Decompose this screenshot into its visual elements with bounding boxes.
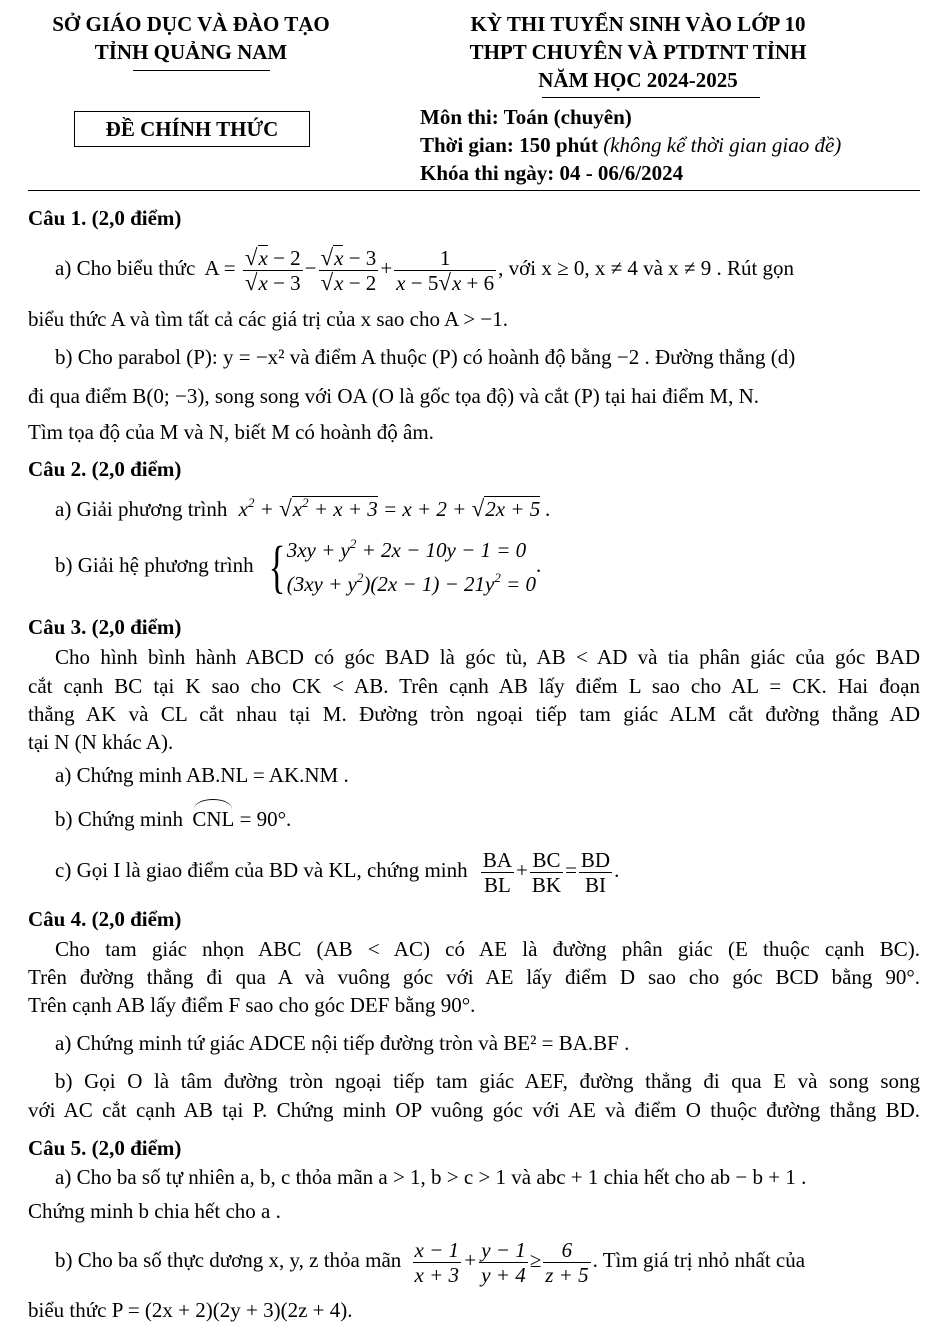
inequality-5b: $\frac{x - 1}{x + 3}$ + $\frac{y - 1}{y + 4}$ ≥ $\frac{6}{z + 5}$ <box>414 1237 589 1287</box>
fraction-3: $\frac{1}{x - 5√x + 6}$ <box>396 245 495 295</box>
question-5b-line2: biểu thức P = (2x + 2)(2y + 3)(2z + 4). <box>28 1298 353 1322</box>
question-1b-line2: đi qua điểm B(0; −3), song song với OA (O là gốc tọa độ) và cắt (P) tại hai điểm M, N. <box>28 384 759 408</box>
question-1b-line3: Tìm tọa độ của M và N, biết M có hoành độ âm. <box>28 420 434 444</box>
question-3-title: Câu 3. (2,0 điểm) <box>28 615 182 639</box>
official-exam-box <box>74 111 310 147</box>
question-5-title: Câu 5. (2,0 điểm) <box>28 1136 182 1160</box>
question-4b-line1: b) Gọi O là tâm đường tròn ngoại tiếp tam giác AEF, đường thẳng đi qua E và song song <box>55 1069 920 1093</box>
question-3-line3: thẳng AK và CL cắt nhau tại M. Đường tròn ngoại tiếp tam giác ALM cắt đường thẳng AD <box>28 702 920 726</box>
official-exam-label: ĐỀ CHÍNH THỨC <box>105 117 279 141</box>
department-name: SỞ GIÁO DỤC VÀ ĐÀO TẠO <box>52 12 330 36</box>
ratio-equation: $\frac{BA}{BL}$ + $\frac{BC}{BK}$ = $\frac{BD}{BI}$ . <box>482 847 620 897</box>
question-1a-condition: , với x ≥ 0, x ≠ 4 và x ≠ 9 . Rút gọn <box>498 256 795 280</box>
question-1a-line <box>28 238 940 298</box>
question-4-line1: Cho tam giác nhọn ABC (AB < AC) có AE là đường phân giác (E thuộc cạnh BC). <box>55 937 920 961</box>
question-4-title: Câu 4. (2,0 điểm) <box>28 907 182 931</box>
question-5b-after: . Tìm giá trị nhỏ nhất của <box>592 1248 806 1272</box>
exam-date: Khóa thi ngày: 04 - 06/6/2024 <box>420 161 684 185</box>
school-year-underline <box>542 97 760 98</box>
equation-system: { $3xy + y^2 + 2x - 10y - 1 = 0$ $(3xy + y^2)(2x - 1) - 21y^2 = 0$ . <box>268 534 542 600</box>
question-4b-line2: với AC cắt cạnh AB tại P. Chứng minh OP vuông góc với AE và điểm O thuộc đường thẳng BD. <box>28 1098 920 1122</box>
question-3c-intro: c) Gọi I là giao điểm của BD và KL, chứng minh <box>55 858 468 882</box>
fraction-1: $\frac{√x - 2}{√x - 3}$ <box>244 244 301 295</box>
question-5b-intro: b) Cho ba số thực dương x, y, z thỏa mãn <box>55 1248 402 1272</box>
time-note: (không kể thời gian giao đề) <box>603 133 842 157</box>
question-2b-line <box>28 530 940 600</box>
question-3a: a) Chứng minh AB.NL = AK.NM . <box>55 763 349 787</box>
question-2a-line <box>28 494 940 524</box>
equation-2a: $x^2 + √x^2 + x + 3 = x + 2 + √2x + 5$ . <box>238 495 551 521</box>
question-2a-intro: a) Giải phương trình <box>55 497 228 521</box>
question-4-line2: Trên đường thẳng đi qua A và vuông góc với AE lấy điểm D sao cho góc BCD bằng 90°. <box>28 965 920 989</box>
time-line <box>420 133 841 158</box>
province-name: TỈNH QUẢNG NAM <box>94 40 288 64</box>
question-4-line3: Trên cạnh AB lấy điểm F sao cho góc DEF bằng 90°. <box>28 993 476 1017</box>
angle-cnl: CNL = 90°. <box>192 807 291 831</box>
question-3-line4: tại N (N khác A). <box>28 730 174 754</box>
question-1-title: Câu 1. (2,0 điểm) <box>28 206 182 230</box>
question-2b-intro: b) Giải hệ phương trình <box>55 553 254 577</box>
time-duration: Thời gian: 150 phút <box>420 133 598 157</box>
question-3b-line <box>28 804 940 834</box>
expression-a: A = $\frac{√x - 2}{√x - 3}$ − $\frac{√x - 3}{√x - 2}$ + $\frac{1}{x - 5√x + 6}$ <box>204 244 495 295</box>
question-1b-line1: b) Cho parabol (P): y = −x² và điểm A thuộc (P) có hoành độ bằng −2 . Đường thẳng (d) <box>55 345 796 369</box>
question-3-line1: Cho hình bình hành ABCD có góc BAD là góc tù, AB < AD và tia phân giác của góc BAD <box>55 645 920 669</box>
question-5a-line1: a) Cho ba số tự nhiên a, b, c thỏa mãn a > 1, b > c > 1 và abc + 1 chia hết cho ab − b + 1 . <box>55 1165 807 1189</box>
header-divider <box>28 190 920 191</box>
question-3c-line <box>28 840 940 900</box>
subject-line: Môn thi: Toán (chuyên) <box>420 105 632 129</box>
question-5a-line2: Chứng minh b chia hết cho a . <box>28 1199 281 1223</box>
fraction-2: $\frac{√x - 3}{√x - 2}$ <box>320 244 377 295</box>
question-4a: a) Chứng minh tứ giác ADCE nội tiếp đường tròn và BE² = BA.BF . <box>55 1031 630 1055</box>
school-year: NĂM HỌC 2024-2025 <box>538 68 738 92</box>
question-3-line2: cắt cạnh BC tại K sao cho CK < AB. Trên cạnh AB lấy điểm L sao cho AL = CK. Hai đoạn <box>28 674 920 698</box>
question-2-title: Câu 2. (2,0 điểm) <box>28 457 182 481</box>
province-underline <box>133 70 270 71</box>
question-1a-line2: biểu thức A và tìm tất cả các giá trị của x sao cho A > −1. <box>28 307 509 331</box>
question-5b-line <box>28 1228 940 1292</box>
question-3b-intro: b) Chứng minh <box>55 807 184 831</box>
exam-title: KỲ THI TUYỂN SINH VÀO LỚP 10 <box>470 12 806 36</box>
exam-subtitle: THPT CHUYÊN VÀ PTDTNT TỈNH <box>469 40 807 64</box>
question-1a-intro: a) Cho biểu thức <box>55 256 196 280</box>
